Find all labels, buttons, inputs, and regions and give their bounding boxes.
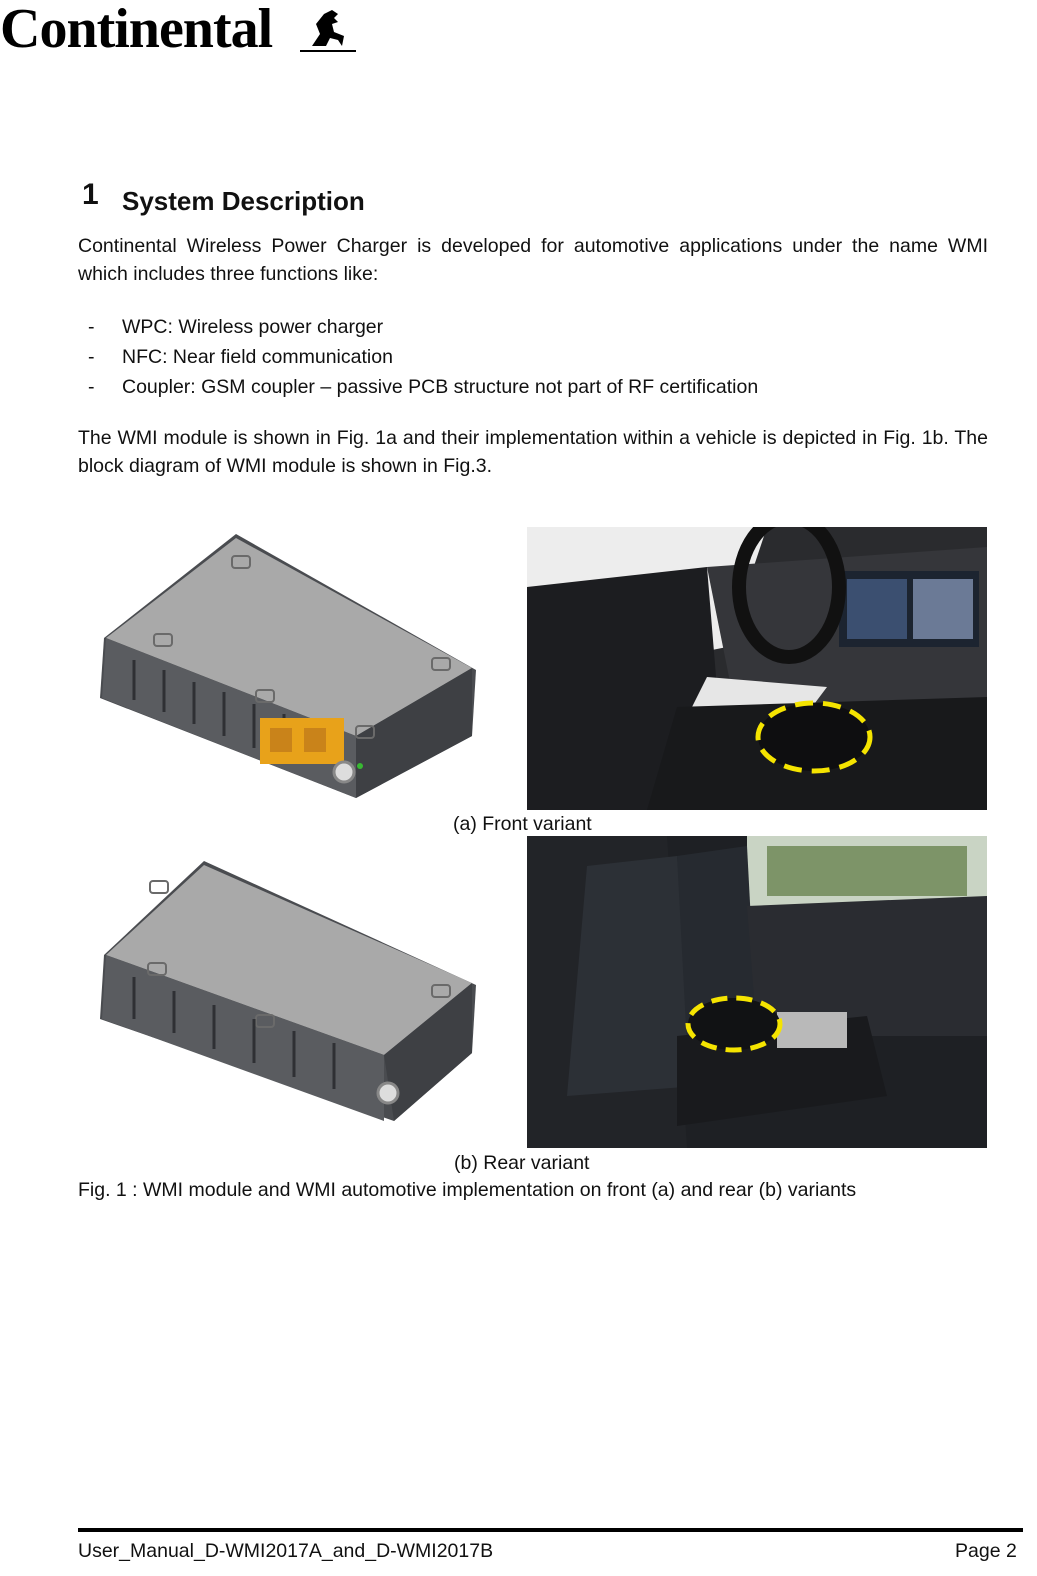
list-item-text: WPC: Wireless power charger [122,316,384,338]
footer-divider [78,1528,1023,1532]
list-item [88,312,988,342]
footer-page-number: Page 2 [955,1540,1017,1562]
list-dash: - [88,316,95,338]
wmi-module-rear-image [94,855,486,1130]
vehicle-rear-armrest-image [527,836,987,1148]
footer-document-name: User_Manual_D-WMI2017A_and_D-WMI2017B [78,1540,494,1562]
vehicle-front-console-image [527,527,987,810]
section-title: System Description [122,186,365,216]
list-item-text: NFC: Near field communication [122,346,393,368]
continental-logo [0,0,360,62]
section-number: 1 [82,178,99,211]
figure-caption: Fig. 1 : WMI module and WMI automotive implementation on front (a) and rear (b) variants [78,1179,857,1201]
intro-paragraph: Continental Wireless Power Charger is developed for automotive applications under the name WMI which includes three functions like: [78,235,988,285]
wmi-module-front-image [94,530,486,802]
caption-rear-variant: (b) Rear variant [454,1152,590,1174]
list-item-text: Coupler: GSM coupler – passive PCB structure not part of RF certification [122,376,759,398]
logo-wordmark: Continental [0,0,273,60]
list-dash: - [88,376,95,398]
caption-front-variant: (a) Front variant [453,813,592,835]
rearing-horse-icon [298,6,358,54]
list-item [88,342,988,372]
function-list [88,312,988,402]
list-dash: - [88,346,95,368]
list-item [88,372,988,402]
body-paragraph: The WMI module is shown in Fig. 1a and their implementation within a vehicle is depicted in Fig. 1b. The block diagram of WMI module is shown in Fig.3. [78,427,988,477]
